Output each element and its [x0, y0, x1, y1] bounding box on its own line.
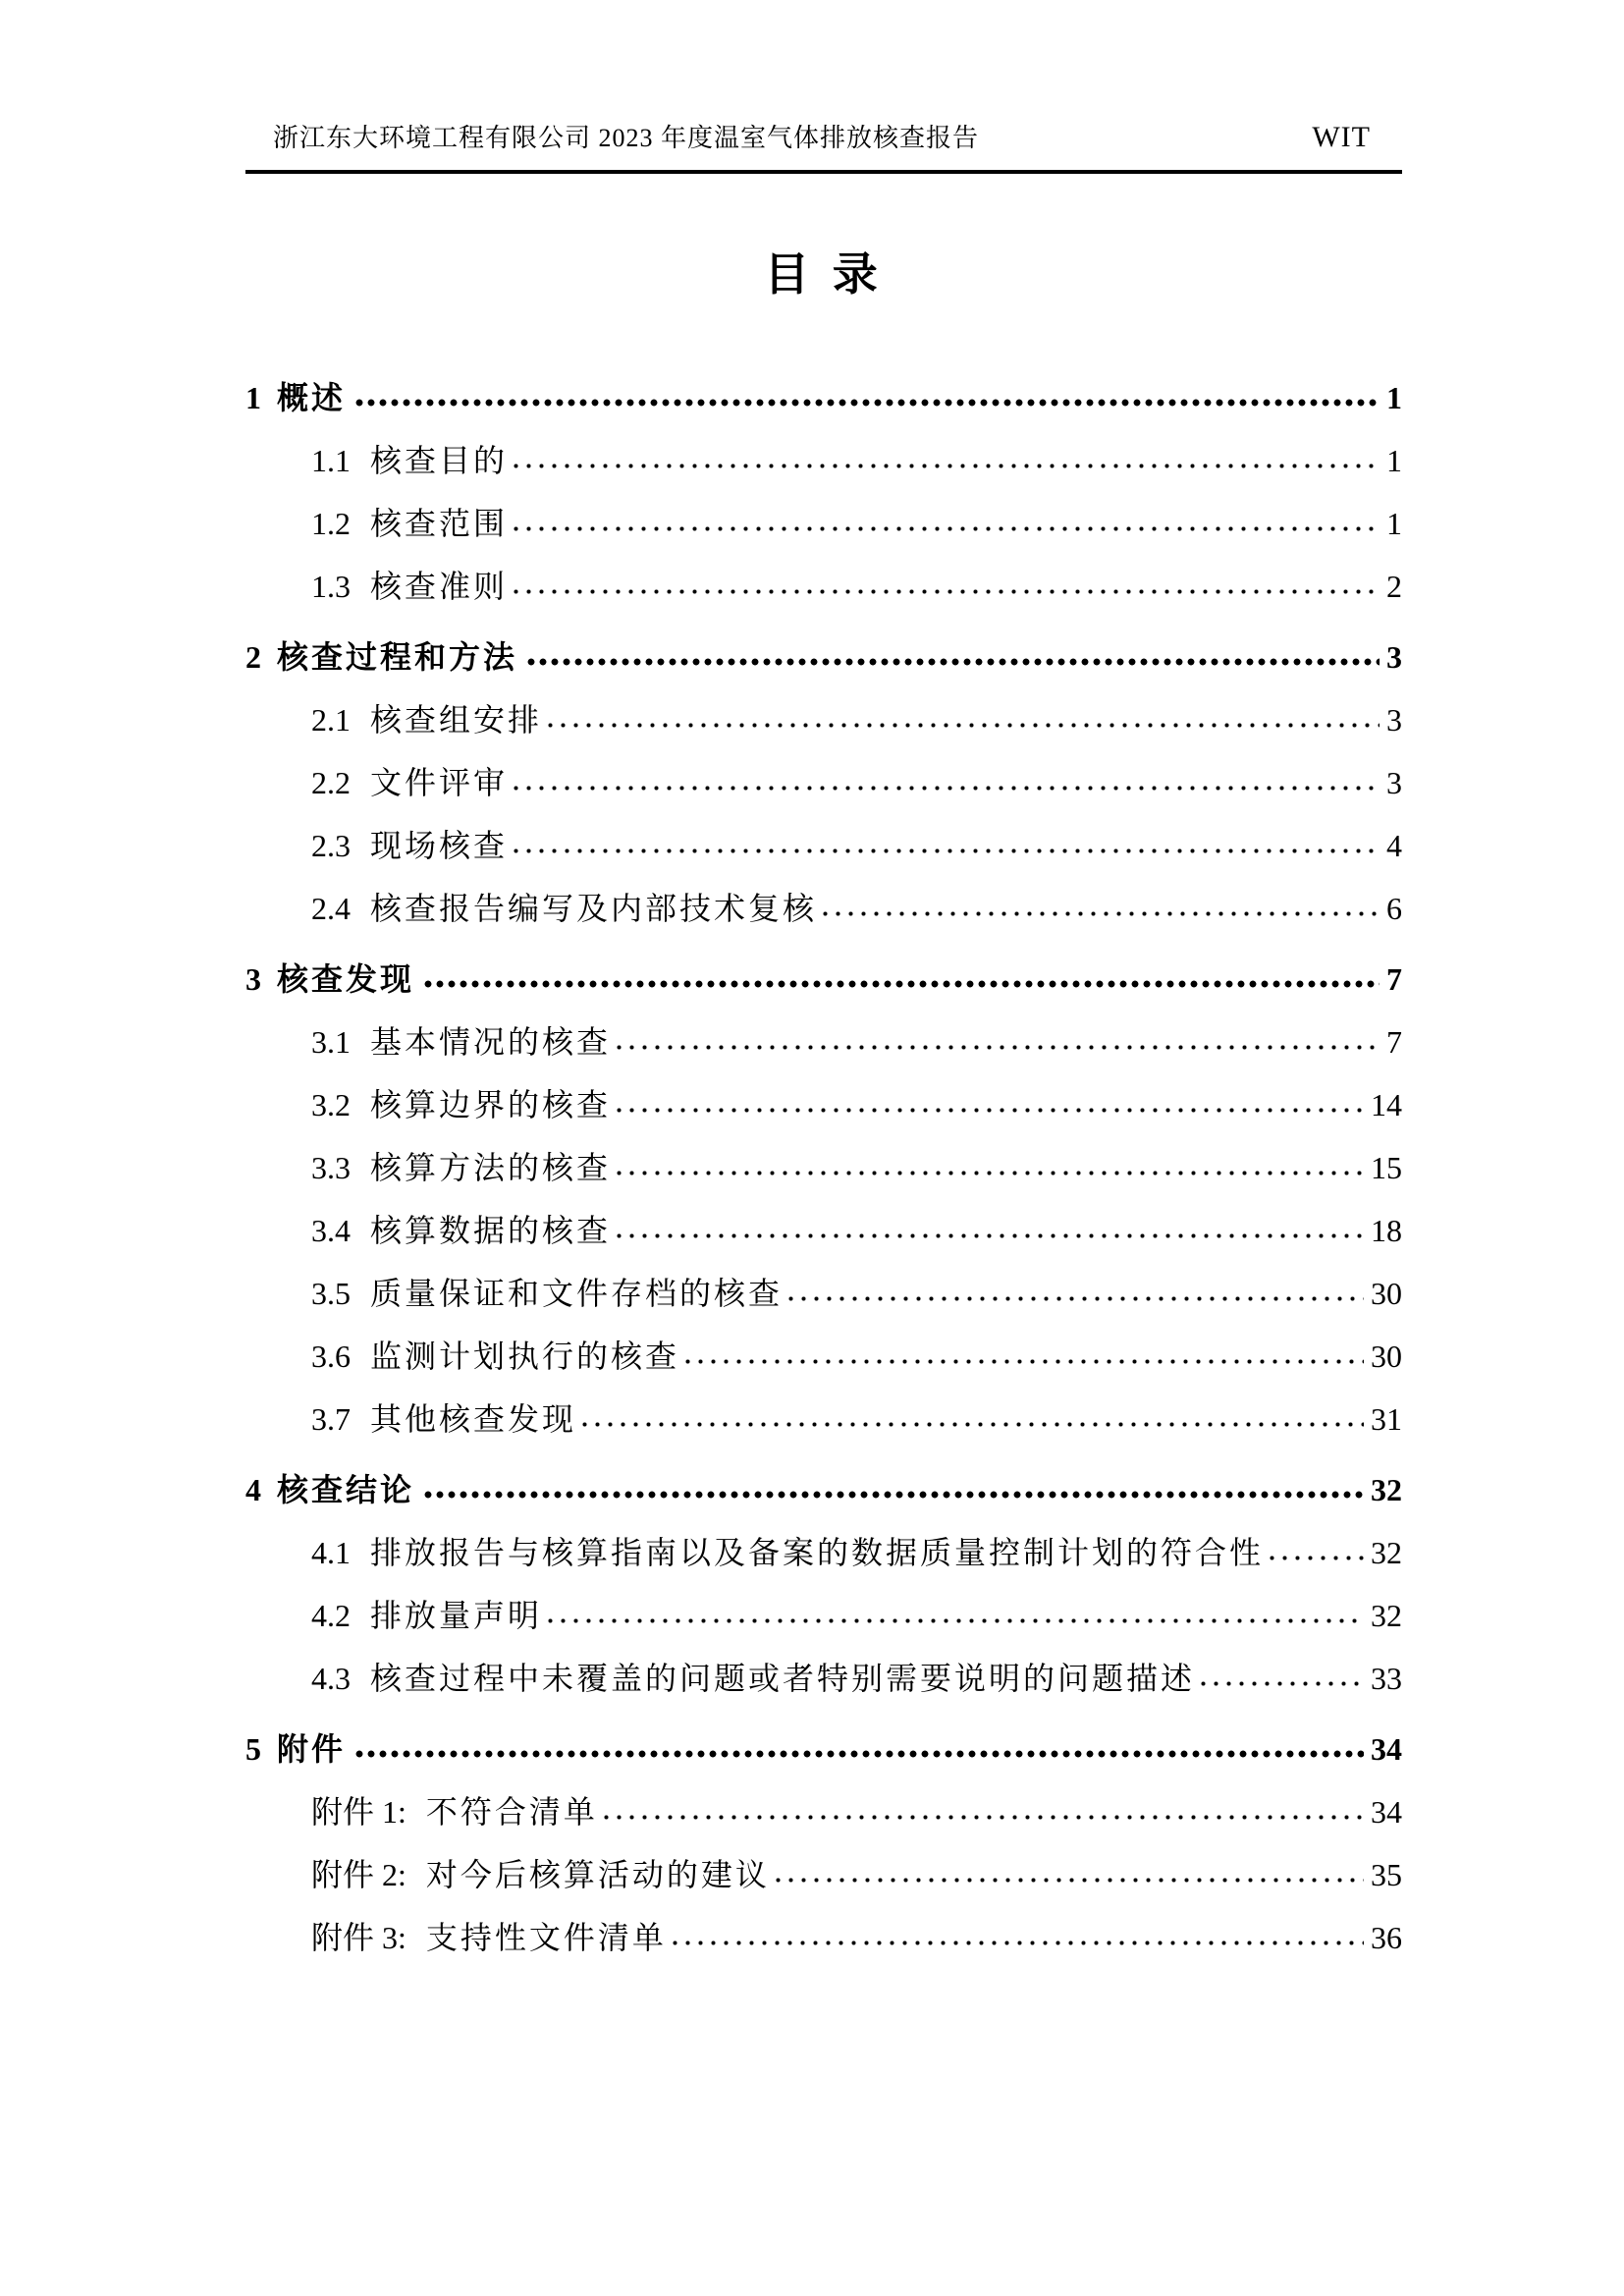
toc-entry-title: 核算方法的核查: [370, 1150, 612, 1185]
toc-entry[interactable]: [245, 1843, 1402, 1906]
toc-entry-title: 监测计划执行的核查: [370, 1339, 680, 1374]
header-document-title: 浙江东大环境工程有限公司 2023 年度温室气体排放核查报告: [273, 124, 980, 152]
toc-entry-number: 3.4: [311, 1213, 351, 1248]
toc-entry[interactable]: [245, 1262, 1402, 1325]
page-title: 目 录: [764, 249, 884, 300]
dot-leader: [517, 654, 1382, 668]
toc-entry-number: 3.7: [311, 1401, 351, 1437]
toc-entry[interactable]: [245, 1780, 1402, 1843]
header-wit-mark: WIT: [1312, 121, 1371, 153]
toc-entry-number: 3.1: [311, 1024, 351, 1060]
toc-entry-number: 3.2: [311, 1087, 351, 1122]
toc-entry-page: 1: [1386, 506, 1402, 541]
dot-leader: [346, 395, 1382, 409]
dot-leader: [576, 1416, 1367, 1430]
toc-entry-page: 4: [1386, 828, 1402, 863]
dot-leader: [508, 583, 1382, 597]
toc-entry-title: 核查结论: [277, 1472, 415, 1507]
dot-leader: [611, 1165, 1367, 1178]
toc-entry[interactable]: [245, 1521, 1402, 1584]
toc-entry-number: 5: [245, 1731, 261, 1767]
dot-leader: [667, 1935, 1367, 1948]
toc-entry-page: 1: [1386, 380, 1402, 415]
dot-leader: [611, 1228, 1367, 1241]
toc-entry-number: 4.2: [311, 1598, 351, 1633]
toc-entry-title: 核查报告编写及内部技术复核: [370, 891, 818, 926]
toc-entry[interactable]: [245, 492, 1402, 555]
toc-entry-page: 34: [1371, 1731, 1402, 1767]
dot-leader: [783, 1290, 1367, 1304]
toc-entry[interactable]: [245, 948, 1402, 1011]
dot-leader: [611, 1102, 1367, 1116]
toc-entry-page: 1: [1386, 443, 1402, 478]
toc-entry-title: 核查范围: [370, 506, 509, 541]
toc-entry-number: 1.3: [311, 569, 351, 604]
dot-leader: [1264, 1550, 1367, 1563]
document-page: [245, 0, 1402, 1969]
toc-entry-title: 概述: [277, 380, 347, 415]
dot-leader: [508, 458, 1382, 471]
toc-entry-number: 附件 2:: [311, 1857, 406, 1892]
toc-entry-title: 核查目的: [370, 443, 509, 478]
toc-entry-number: 4.1: [311, 1535, 351, 1570]
toc-entry[interactable]: [245, 1906, 1402, 1969]
toc-entry-title: 支持性文件清单: [425, 1920, 667, 1955]
toc-entry[interactable]: [245, 1199, 1402, 1262]
toc-entry-page: 32: [1371, 1535, 1402, 1570]
toc-entry-page: 3: [1386, 765, 1402, 800]
toc-entry-number: 1.1: [311, 443, 351, 478]
toc-entry-number: 2.2: [311, 765, 351, 800]
dot-leader: [508, 520, 1382, 534]
toc-entry-title: 现场核查: [370, 828, 509, 863]
toc-entry-title: 核查准则: [370, 569, 509, 604]
toc-entry-page: 30: [1371, 1276, 1402, 1311]
dot-leader: [414, 976, 1382, 990]
dot-leader: [508, 780, 1382, 793]
toc-entry-title: 核查组安排: [370, 702, 543, 738]
toc-entry[interactable]: [245, 429, 1402, 492]
toc-entry[interactable]: [245, 877, 1402, 940]
header-divider: [245, 170, 1402, 174]
toc-entry-page: 30: [1371, 1339, 1402, 1374]
toc-entry-title: 核算数据的核查: [370, 1213, 612, 1248]
dot-leader: [611, 1039, 1382, 1053]
toc-entry-page: 35: [1371, 1857, 1402, 1892]
toc-entry[interactable]: [245, 555, 1402, 618]
toc-entry[interactable]: [245, 1647, 1402, 1710]
toc-entry[interactable]: [245, 1388, 1402, 1450]
toc-entry[interactable]: [245, 1011, 1402, 1073]
toc-entry-number: 1.2: [311, 506, 351, 541]
toc-entry-page: 7: [1386, 1024, 1402, 1060]
toc-entry-number: 2.1: [311, 702, 351, 738]
toc-entry-page: 3: [1386, 639, 1402, 675]
toc-entry-number: 1: [245, 380, 261, 415]
toc-entry-title: 核查过程和方法: [277, 639, 518, 675]
toc-entry-title: 质量保证和文件存档的核查: [370, 1276, 784, 1311]
toc-entry[interactable]: [245, 1136, 1402, 1199]
toc-entry-page: 7: [1386, 961, 1402, 997]
dot-leader: [1195, 1675, 1367, 1689]
toc-entry-title: 排放报告与核算指南以及备案的数据质量控制计划的符合性: [370, 1535, 1265, 1570]
table-of-contents: [245, 366, 1402, 1969]
toc-entry[interactable]: [245, 1458, 1402, 1521]
toc-entry[interactable]: [245, 814, 1402, 877]
toc-entry-number: 附件 3:: [311, 1920, 406, 1955]
toc-entry[interactable]: [245, 366, 1402, 429]
toc-entry-number: 3: [245, 961, 261, 997]
toc-entry-number: 2: [245, 639, 261, 675]
toc-entry-page: 14: [1371, 1087, 1402, 1122]
toc-entry-number: 2.3: [311, 828, 351, 863]
toc-entry-page: 18: [1371, 1213, 1402, 1248]
toc-entry-page: 6: [1386, 891, 1402, 926]
running-header: [245, 0, 1402, 154]
toc-entry[interactable]: [245, 1325, 1402, 1388]
toc-entry-page: 34: [1371, 1794, 1402, 1830]
toc-entry-number: 4.3: [311, 1661, 351, 1696]
toc-entry-page: 2: [1386, 569, 1402, 604]
dot-leader: [679, 1353, 1367, 1367]
toc-entry-title: 不符合清单: [425, 1794, 598, 1830]
toc-entry-page: 36: [1371, 1920, 1402, 1955]
toc-entry-page: 32: [1371, 1598, 1402, 1633]
toc-entry-page: 32: [1371, 1472, 1402, 1507]
dot-leader: [817, 905, 1382, 919]
toc-entry[interactable]: [245, 626, 1402, 688]
toc-entry-title: 核算边界的核查: [370, 1087, 612, 1122]
toc-entry-number: 3.5: [311, 1276, 351, 1311]
toc-entry-number: 附件 1:: [311, 1794, 406, 1830]
toc-entry-page: 33: [1371, 1661, 1402, 1696]
toc-entry-title: 核查过程中未覆盖的问题或者特别需要说明的问题描述: [370, 1661, 1196, 1696]
toc-entry-number: 2.4: [311, 891, 351, 926]
dot-leader: [542, 1613, 1367, 1626]
dot-leader: [346, 1746, 1367, 1760]
dot-leader: [770, 1872, 1367, 1886]
dot-leader: [542, 717, 1382, 731]
toc-entry-title: 排放量声明: [370, 1598, 543, 1633]
toc-entry-title: 文件评审: [370, 765, 509, 800]
toc-entry[interactable]: [245, 1073, 1402, 1136]
toc-entry-title: 其他核查发现: [370, 1401, 577, 1437]
toc-entry-page: 15: [1371, 1150, 1402, 1185]
toc-entry[interactable]: [245, 1718, 1402, 1780]
toc-entry[interactable]: [245, 688, 1402, 751]
toc-entry-number: 3.6: [311, 1339, 351, 1374]
dot-leader: [508, 843, 1382, 856]
toc-entry-page: 3: [1386, 702, 1402, 738]
toc-entry-title: 核查发现: [277, 961, 415, 997]
toc-entry[interactable]: [245, 751, 1402, 814]
dot-leader: [414, 1487, 1367, 1501]
toc-entry-number: 3.3: [311, 1150, 351, 1185]
dot-leader: [598, 1809, 1367, 1823]
toc-entry-number: 4: [245, 1472, 261, 1507]
toc-entry[interactable]: [245, 1584, 1402, 1647]
toc-entry-page: 31: [1371, 1401, 1402, 1437]
toc-entry-title: 附件: [277, 1731, 347, 1767]
toc-entry-title: 对今后核算活动的建议: [425, 1857, 770, 1892]
toc-entry-title: 基本情况的核查: [370, 1024, 612, 1060]
